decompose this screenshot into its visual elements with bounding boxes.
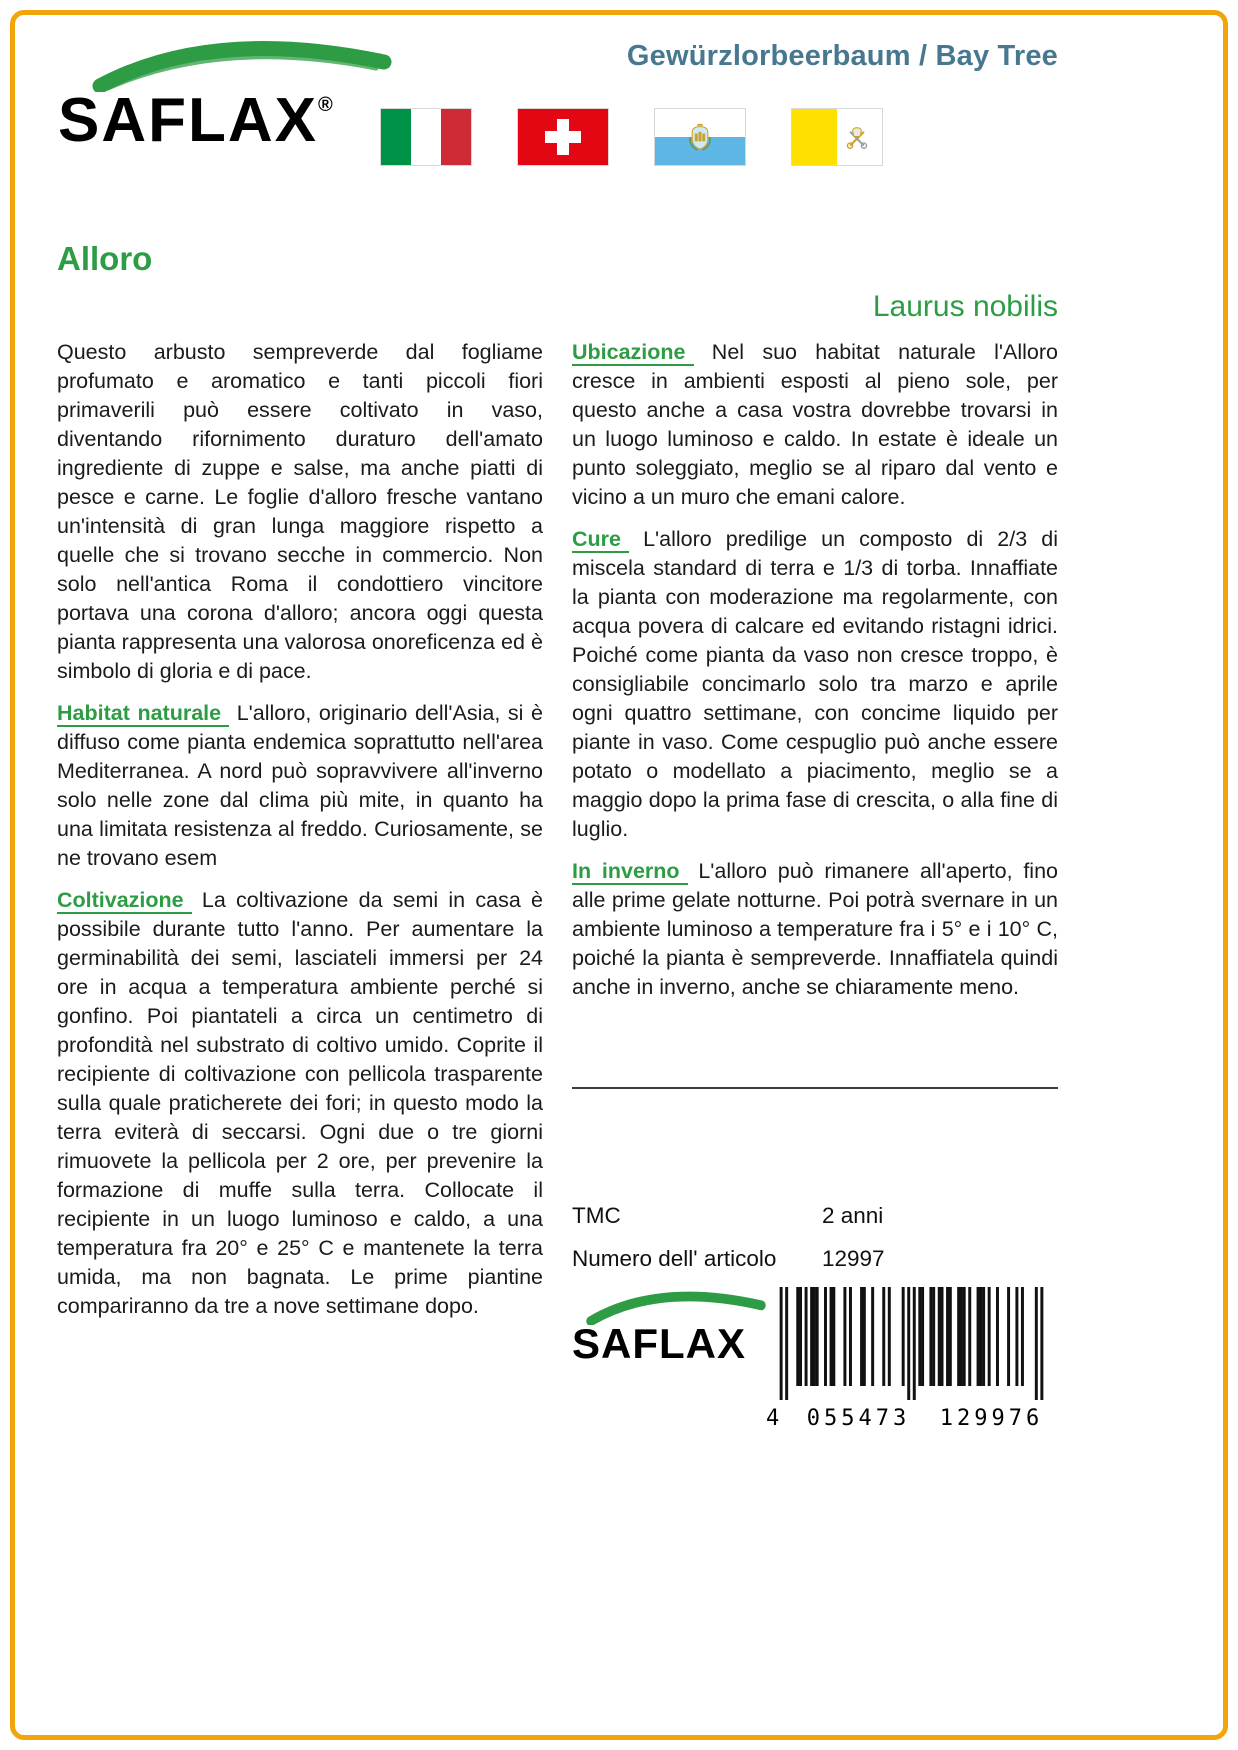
section-coltivazione [57, 886, 543, 1321]
barcode-digits [766, 1404, 1058, 1433]
section-heading-coltivazione: Coltivazione [57, 888, 192, 914]
spec-value-article-number: 12997 [822, 1246, 885, 1271]
section-text-habitat: L'alloro, originario dell'Asia, si è diffuso come pianta endemica soprattutto nell'area Mediterranea. A nord può sopravvivere all'inverno solo nelle zone dal clima più mite, in quanto ha una limitata resistenza al freddo. Curiosamente, se ne trovano esem [57, 701, 543, 870]
brush-arc-icon [92, 34, 392, 92]
spec-label-tmc: TMC [572, 1203, 621, 1228]
san-marino-emblem-icon [687, 123, 713, 151]
barcode-lead-digit: 4 [766, 1406, 780, 1431]
ean13-barcode [766, 1287, 1058, 1433]
san-marino-flag-icon [654, 108, 746, 166]
switzerland-flag-icon [517, 108, 609, 166]
italy-flag-icon [380, 108, 472, 166]
vatican-emblem-icon [844, 123, 870, 151]
section-habitat-naturale [57, 699, 543, 873]
logo-text: SAFLAX [58, 86, 318, 155]
saflax-logo-small [572, 1287, 764, 1365]
section-cure [572, 525, 1058, 844]
vatican-flag-icon [791, 108, 883, 166]
logo-wordmark [58, 86, 388, 155]
flags-row [380, 108, 883, 166]
divider-line [572, 1087, 1058, 1089]
section-text-ubicazione: Nel suo habitat naturale l'Alloro cresce in ambienti esposti al pieno sole, per questo anche a casa vostra dovrebbe trovarsi in un luogo luminoso e caldo. In estate è ideale un punto soleggiato, meglio se al riparo dal vento e vicino a un muro che emani calore. [572, 340, 1058, 509]
section-in-inverno [572, 857, 1058, 1002]
footer-block [572, 1287, 1058, 1433]
section-text-cure: L'alloro predilige un composto di 2/3 di miscela standard di terra e 1/3 di torba. Innaffiate la pianta con moderazione ma regolarmente, con acqua povera di calcare ed evitando ristagni idrici. Poiché come pianta da vaso non cresce troppo, è consigliabile concimarlo solo tra marzo e aprile ogni quattro settimane, con concime liquido per piante in vaso. Come cespuglio può anche essere potato o modellato a piacimento, meglio se a maggio dopo la prima fase di crescita, o alla fine di luglio. [572, 527, 1058, 841]
right-column [572, 338, 1058, 1433]
section-heading-ubicazione: Ubicazione [572, 340, 694, 366]
intro-paragraph: Questo arbusto sempreverde dal fogliame profumato e aromatico e tanti piccoli fiori primaverili può essere coltivato in vaso, diventando rifornimento duraturo dell'amato ingrediente di zuppe e salse, ma anche piatti di pesce e carne. Le foglie d'alloro fresche vantano un'intensità di gran lunga maggiore rispetto a quelle che si trovano secche in commercio. Non solo nell'antica Roma il condottiero vincitore portava una corona d'alloro; ancora oggi questa pianta rappresenta una valorosa onoreficenza ed è simbolo di gloria e di pace. [57, 340, 543, 683]
saflax-logo [58, 34, 388, 155]
latin-name: Laurus nobilis [872, 290, 1058, 323]
barcode-bars [766, 1287, 1058, 1402]
barcode-right-group: 129976 [939, 1406, 1044, 1431]
spec-label-article-number: Numero dell' articolo [572, 1246, 777, 1271]
header-subtitle: Gewürzlorbeerbaum / Bay Tree [626, 40, 1058, 72]
footer-logo-wordmark: SAFLAX [572, 1320, 746, 1367]
section-heading-cure: Cure [572, 527, 629, 553]
section-heading-habitat: Habitat naturale [57, 701, 229, 727]
specs-table [572, 1201, 1058, 1273]
product-title: Alloro [57, 240, 153, 277]
section-text-in-inverno: L'alloro può rimanere all'aperto, fino alle prime gelate notturne. Poi potrà svernare in un ambiente luminoso a temperature fra i 5° e i 10° C, poiché la pianta è sempreverde. Innaffiatela quindi anche in inverno, anche se chiaramente meno. [572, 859, 1058, 999]
registered-mark-icon: ® [318, 94, 333, 116]
section-heading-in-inverno: In inverno [572, 859, 688, 885]
section-ubicazione [572, 338, 1058, 512]
section-text-coltivazione: La coltivazione da semi in casa è possibile durante tutto l'anno. Per aumentare la germinabilità dei semi, lasciateli immersi per 24 ore in acqua a temperatura ambiente perché si gonfino. Poi piantateli a circa un centimetro di profondità nel substrato di coltivo umido. Coprite il recipiente di coltivazione con pellicola trasparente sulla quale praticherete dei fori; in questo modo la terra eviterà di seccarsi. Ogni due o tre giorni rimuovete la pellicola per 2 ore, per prevenire la formazione di muffe sulla terra. Collocate il recipiente in un luogo luminoso e caldo, a una temperatura fra 20° e 25° C e mantenete la terra umida, ma non bagnata. Le prime piantine compariranno da tre a nove settimane dopo. [57, 888, 543, 1318]
left-column [57, 338, 543, 1334]
barcode-left-group: 055473 [806, 1406, 911, 1431]
spec-value-tmc: 2 anni [822, 1203, 884, 1228]
